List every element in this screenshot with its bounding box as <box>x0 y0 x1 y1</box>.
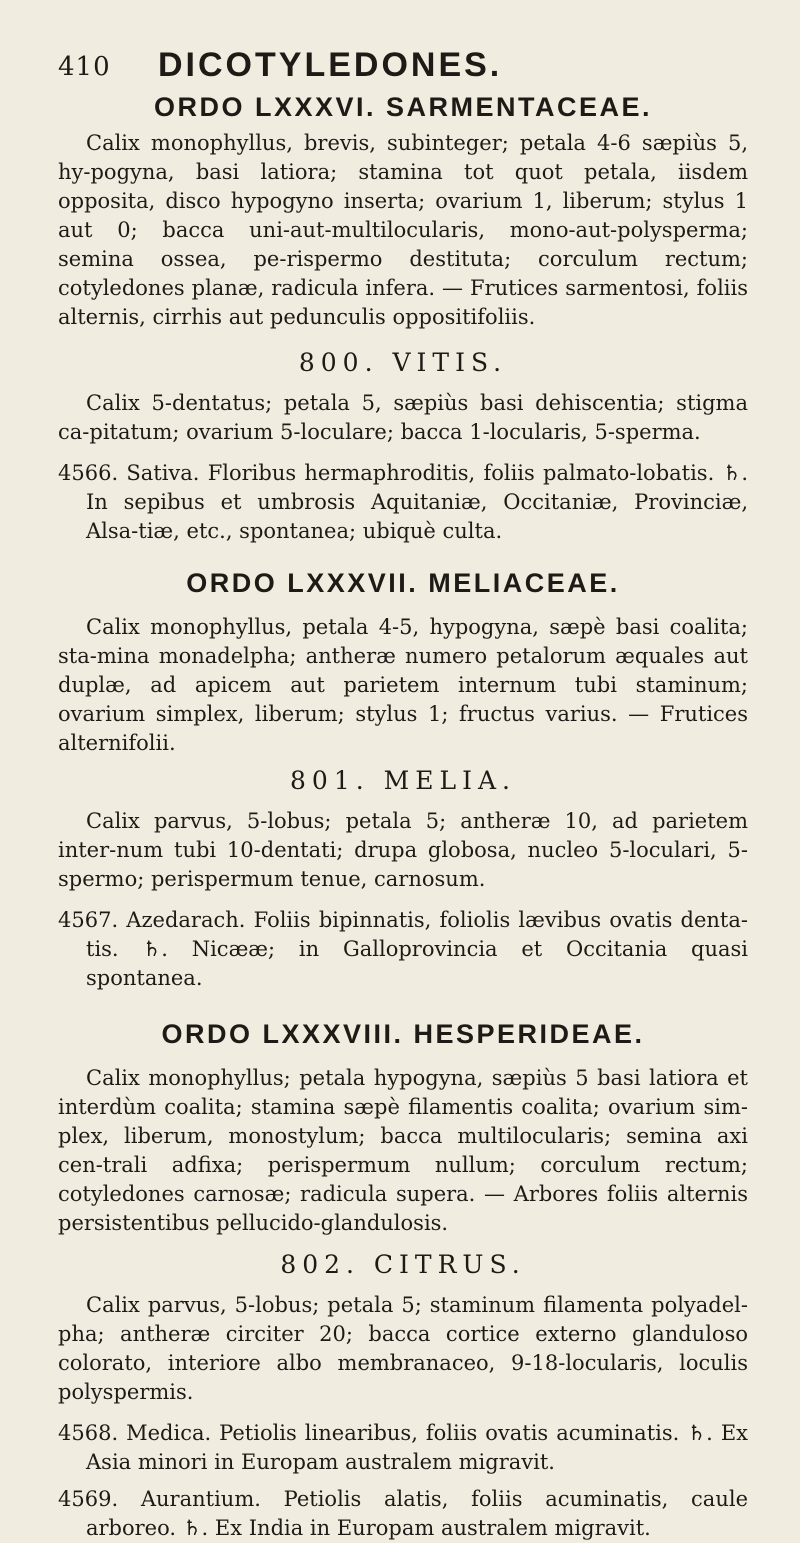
header-title: DICOTYLEDONES. <box>158 46 503 84</box>
genus-description-vitis: Calix 5-dentatus; petala 5, sæpiùs basi dehiscentia; stigma ca-pitatum; ovarium 5-loculare; bacca 1-locularis, 5-sperma. <box>58 391 748 444</box>
genus-heading-vitis: 800. VITIS. <box>298 348 508 377</box>
genus-heading-melia: 801. MELIA. <box>290 766 516 795</box>
species-entry-4566: 4566. Sativa. Floribus hermaphroditis, foliis palmato-lobatis. ♄. In sepibus et umbrosis Aquitaniæ, Occitaniæ, Provinciæ, Alsa-tiæ, etc., spontanea; ubiquè culta. <box>58 461 748 543</box>
species-entry-4567: 4567. Azedarach. Foliis bipinnatis, foliolis lævibus ovatis denta-tis. ♄. Nicææ; in Galloprovincia et Occitania quasi spontanea. <box>58 908 748 990</box>
genus-description-melia: Calix parvus, 5-lobus; petala 5; antheræ 10, ad parietem inter-num tubi 10-dentati; drupa globosa, nucleo 5-loculari, 5-spermo; perispermum tenue, carnosum. <box>58 809 748 891</box>
species-entry-4568: 4568. Medica. Petiolis linearibus, foliis ovatis acuminatis. ♄. Ex Asia minori in Europam australem migravit. <box>58 1421 748 1474</box>
species-entry-4569: 4569. Aurantium. Petiolis alatis, foliis acuminatis, caule arboreo. ♄. Ex India in Europam australem migravit. <box>58 1487 748 1540</box>
order-heading-sarmentaceae: ORDO LXXXVI. SARMENTACEAE. <box>153 92 653 122</box>
order-heading-hesperideae: ORDO LXXXVIII. HESPERIDEAE. <box>161 1019 645 1049</box>
book-page <box>58 46 748 1540</box>
page-number: 410 <box>58 52 111 82</box>
running-head <box>58 46 748 92</box>
genus-description-citrus: Calix parvus, 5-lobus; petala 5; staminum filamenta polyadel-pha; antheræ circiter 20; bacca cortice externo glanduloso colorato, interiore albo membranaceo, 9-18-locularis, loculis polyspermis. <box>58 1293 748 1404</box>
order-description-sarmentaceae: Calix monophyllus, brevis, subinteger; petala 4-6 sæpiùs 5, hy-pogyna, basi latiora; stamina tot quot petala, iisdem opposita, disco hypogyno inserta; ovarium 1, liberum; stylus 1 aut 0; bacca uni-aut-multilocularis, mono-aut-polysperma; semina ossea, pe-rispermo destituta; corculum rectum; cotyledones planæ, radicula infera. — Frutices sarmentosi, foliis alternis, cirrhis aut pedunculis oppositifoliis. <box>58 131 748 329</box>
order-description-meliaceae: Calix monophyllus, petala 4-5, hypogyna, sæpè basi coalita; sta-mina monadelpha; antheræ numero petalorum æquales aut duplæ, ad apicem aut parietem internum tubi staminum; ovarium simplex, liberum; stylus 1; fructus varius. — Frutices alternifolii. <box>58 615 748 755</box>
genus-heading-citrus: 802. CITRUS. <box>280 1250 526 1279</box>
order-description-hesperideae: Calix monophyllus; petala hypogyna, sæpiùs 5 basi latiora et interdùm coalita; stamina sæpè filamentis coalita; ovarium sim-plex, liberum, monostylum; bacca multilocularis; semina axi cen-trali adfixa; perispermum nullum; corculum rectum; cotyledones carnosæ; radicula supera. — Arbores foliis alternis persistentibus pellucido-glandulosis. <box>58 1066 748 1235</box>
order-heading-meliaceae: ORDO LXXXVII. MELIACEAE. <box>186 568 620 598</box>
